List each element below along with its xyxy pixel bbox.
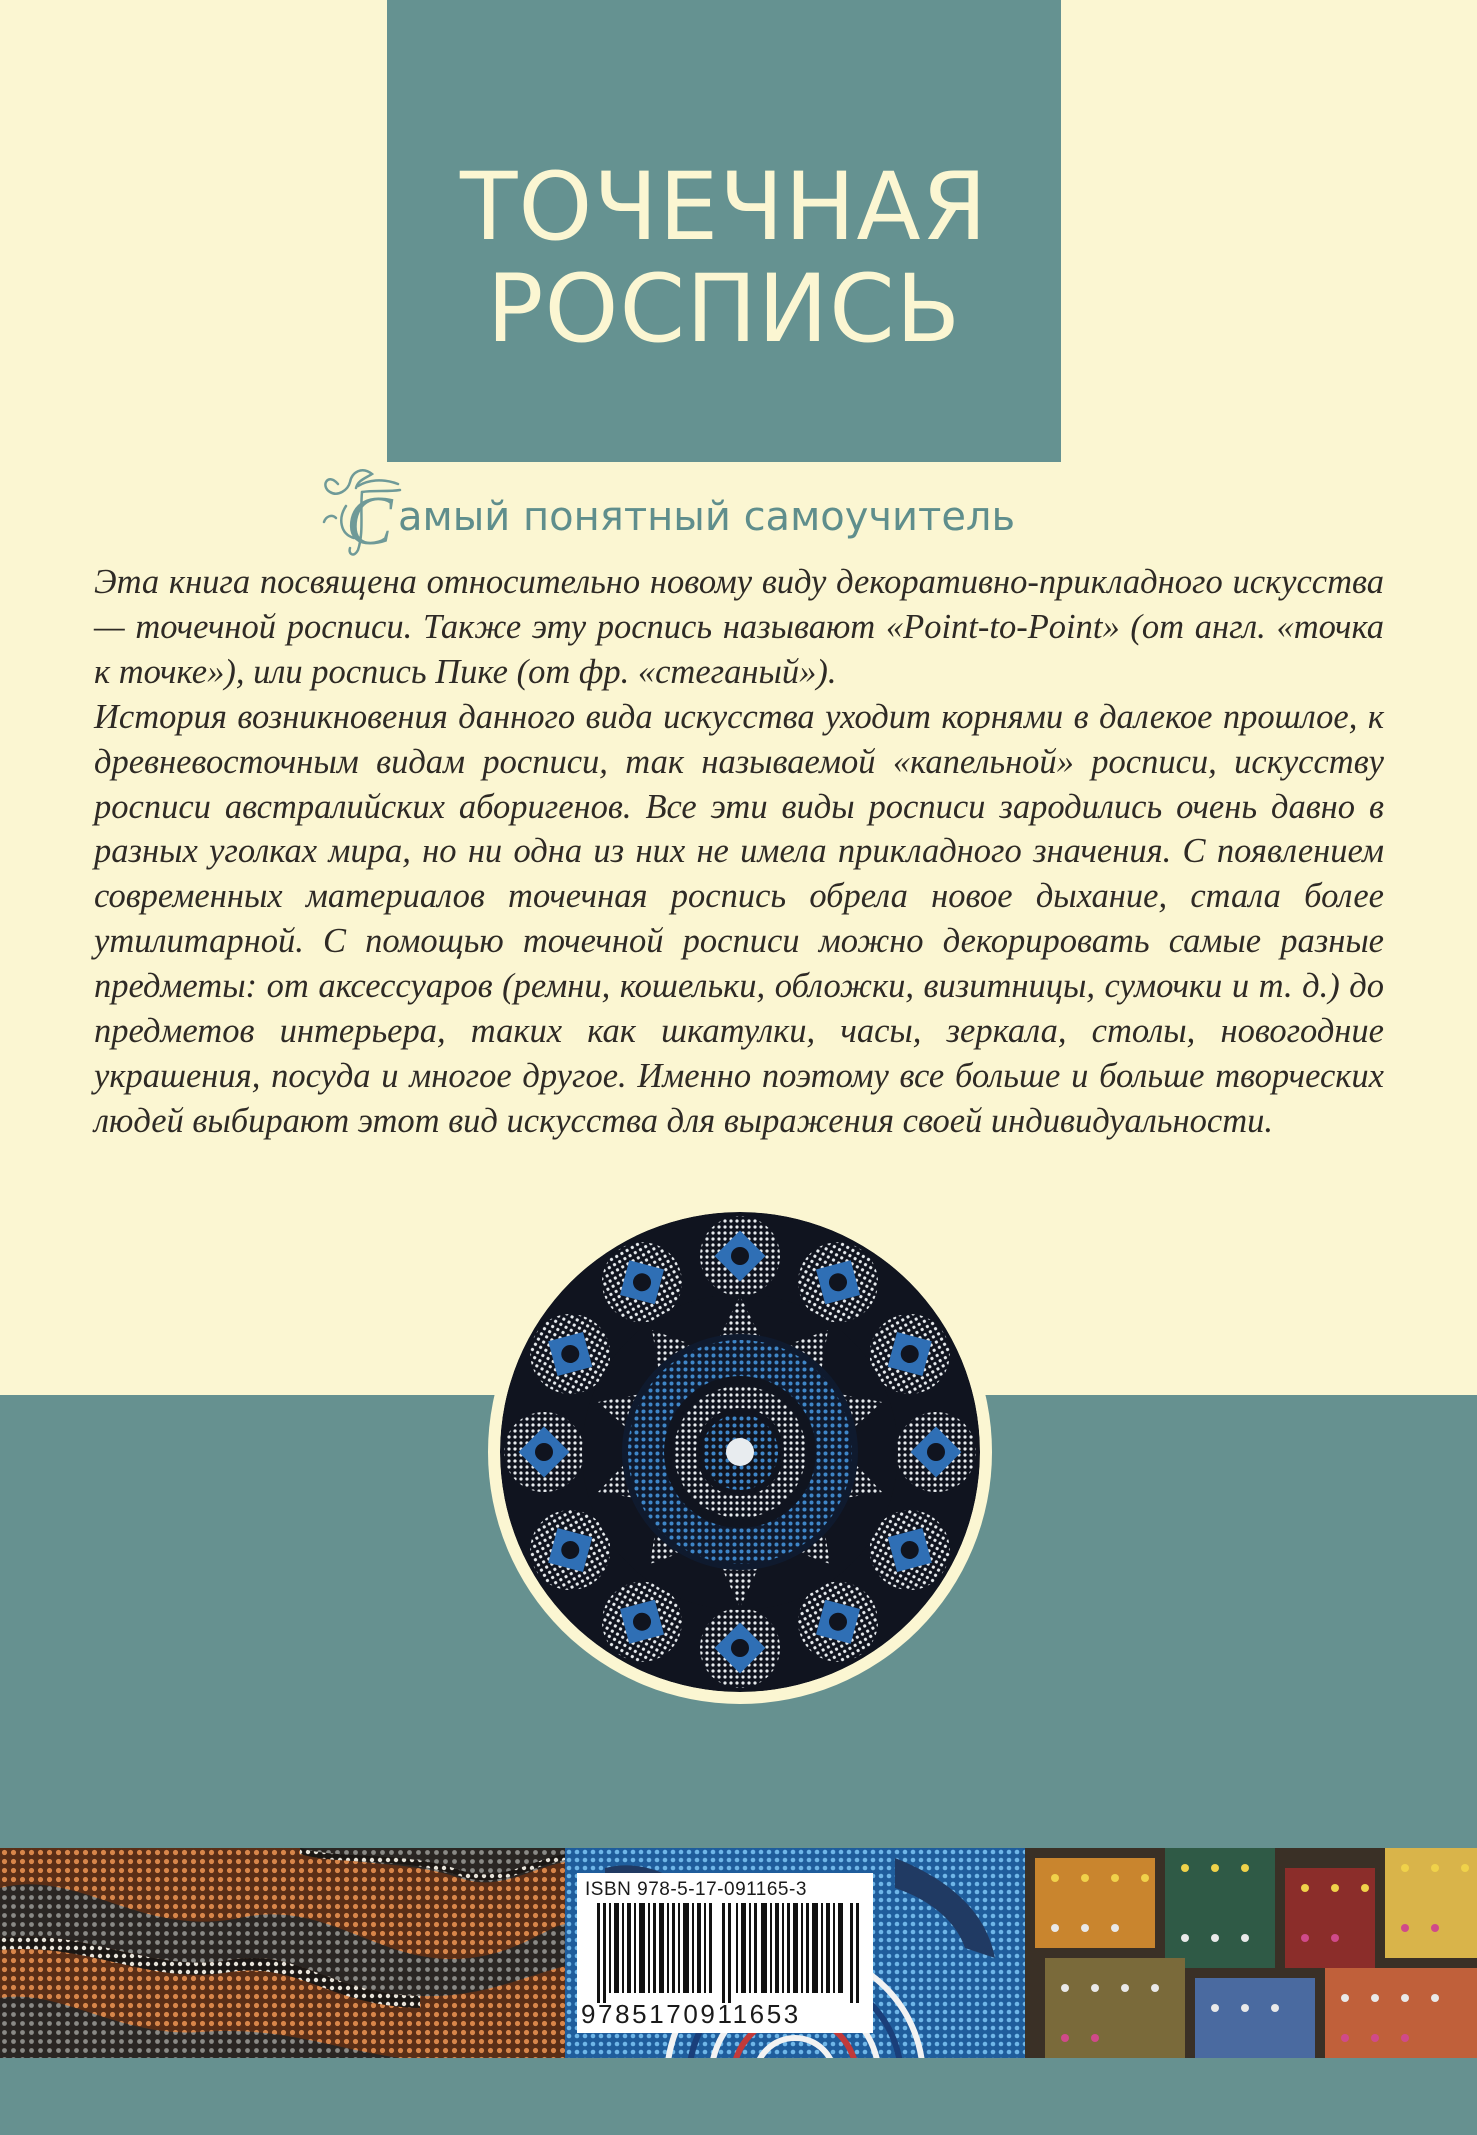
description-paragraph-1: Эта книга посвящена относительно новому виду декоративно-прикладного искусства — точечной росписи. Также эту роспись называют «Point-to-Point» (от англ. «точка к точке»), или роспись Пике (от фр. «стеганый»). [94, 563, 1384, 691]
title-line-2: РОСПИСЬ [486, 255, 962, 364]
description-paragraph-2: История возникновения данного вида искусства уходит корнями в далекое прошлое, к древневосточным видам росписи, так называемой «капельной» росписи, искусству росписи австралийских аборигенов. Все эти виды росписи зародились очень давно в разных уголках мира, но ни одна из них не имела прикладного значения. С появлением современных материалов точечная роспись обрела новое дыхание, стала более утилитарной. С помощью точечной росписи можно декорировать самые разные предметы: от аксессуаров (ремни, кошельки, обложки, визитницы, сумочки и т. д.) до предметов интерьера, таких как шкатулки, часы, зеркала, столы, новогодние украшения, посуда и многое другое. Именно поэтому все больше и больше творческих людей выбирают этот вид искусства для выражения своей индивидуальности. [94, 697, 1384, 1140]
isbn-barcode [577, 1873, 873, 2033]
title-line-1: ТОЧЕЧНАЯ [460, 153, 988, 262]
colorful-dot-painting [1025, 1848, 1477, 2058]
aboriginal-dot-painting [0, 1848, 565, 2058]
series-text: амый понятный самоучитель [398, 494, 1016, 540]
butterfly-ornament-icon [318, 462, 408, 562]
mandala-frame [488, 1200, 992, 1704]
blue-white-dot-mandala [500, 1212, 980, 1692]
barcode-digits: 9785170911653 [581, 1999, 801, 2029]
series-line [318, 462, 1138, 562]
barcode-bars [597, 1903, 859, 2003]
title-block [387, 0, 1061, 462]
series-initial-letter: С [346, 483, 393, 560]
description [94, 560, 1384, 1144]
isbn-label: ISBN 978-5-17-091165-3 [585, 1879, 807, 1900]
